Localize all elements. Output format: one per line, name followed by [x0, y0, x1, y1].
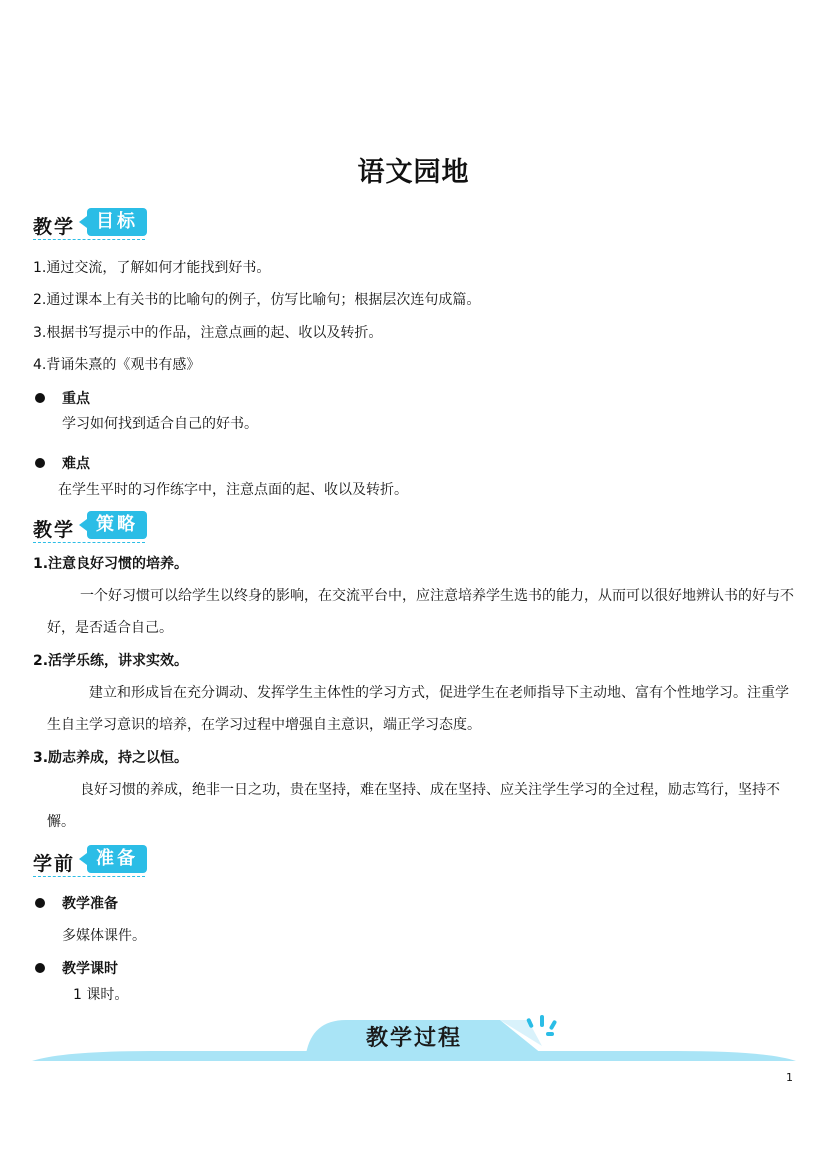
goal-item: 1.通过交流，了解如何才能找到好书。 [33, 260, 271, 276]
splash-icon [524, 1014, 560, 1040]
page-number: 1 [786, 1071, 793, 1084]
section-header-tag: 准备 [87, 845, 147, 873]
strategy-body: 建立和形成旨在充分调动、发挥学生主体性的学习方式，促进学生在老师指导下主动地、富有个性地学习。注重学生自主学习意识的培养，在学习过程中增强自主意识，端正学习态度。 [47, 685, 789, 733]
section-header-prefix: 教学 [33, 216, 76, 238]
section-header-tag: 策略 [87, 511, 147, 539]
materials-text: 多媒体课件。 [62, 928, 146, 944]
section-header-prefix: 学前 [33, 853, 76, 875]
key-point-label: 重点 [62, 391, 90, 407]
class-hours [35, 958, 235, 978]
class-hours-text: 1 课时。 [73, 987, 129, 1003]
section-header-prefix: 教学 [33, 519, 76, 541]
difficulty-text: 在学生平时的习作练字中，注意点面的起、收以及转折。 [58, 482, 408, 498]
strategy-heading: 2.活学乐练，讲求实效。 [33, 653, 189, 669]
section-divider [33, 542, 145, 543]
banner-title: 教学过程 [365, 1026, 462, 1051]
key-point-text: 学习如何找到适合自己的好书。 [62, 416, 258, 432]
difficulty [35, 453, 235, 473]
materials-label: 教学准备 [62, 896, 118, 912]
section-divider [33, 239, 145, 240]
section-divider [33, 876, 145, 877]
bullet-icon [35, 458, 45, 468]
strategy-body: 一个好习惯可以给学生以终身的影响，在交流平台中，应注意培养学生选书的能力，从而可以很好地辨认书的好与不好，是否适合自己。 [47, 588, 794, 636]
key-point [35, 388, 235, 408]
strategy-body: 良好习惯的养成，绝非一日之功，贵在坚持，难在坚持、成在坚持、应关注学生学习的全过程，励志笃行，坚持不懈。 [47, 782, 780, 830]
section-header-tag: 目标 [87, 208, 147, 236]
strategy-heading: 3.励志养成，持之以恒。 [33, 750, 189, 766]
page-title: 语文园地 [357, 157, 470, 188]
goal-item: 4.背诵朱熹的《观书有感》 [33, 357, 201, 373]
bullet-icon [35, 898, 45, 908]
goal-item: 3.根据书写提示中的作品，注意点画的起、收以及转折。 [33, 325, 383, 341]
materials [35, 893, 235, 913]
bullet-icon [35, 393, 45, 403]
strategy-heading: 1.注意良好习惯的培养。 [33, 556, 189, 572]
class-hours-label: 教学课时 [62, 961, 118, 977]
difficulty-label: 难点 [62, 456, 90, 472]
bullet-icon [35, 963, 45, 973]
goal-item: 2.通过课本上有关书的比喻句的例子，仿写比喻句；根据层次连句成篇。 [33, 292, 481, 308]
